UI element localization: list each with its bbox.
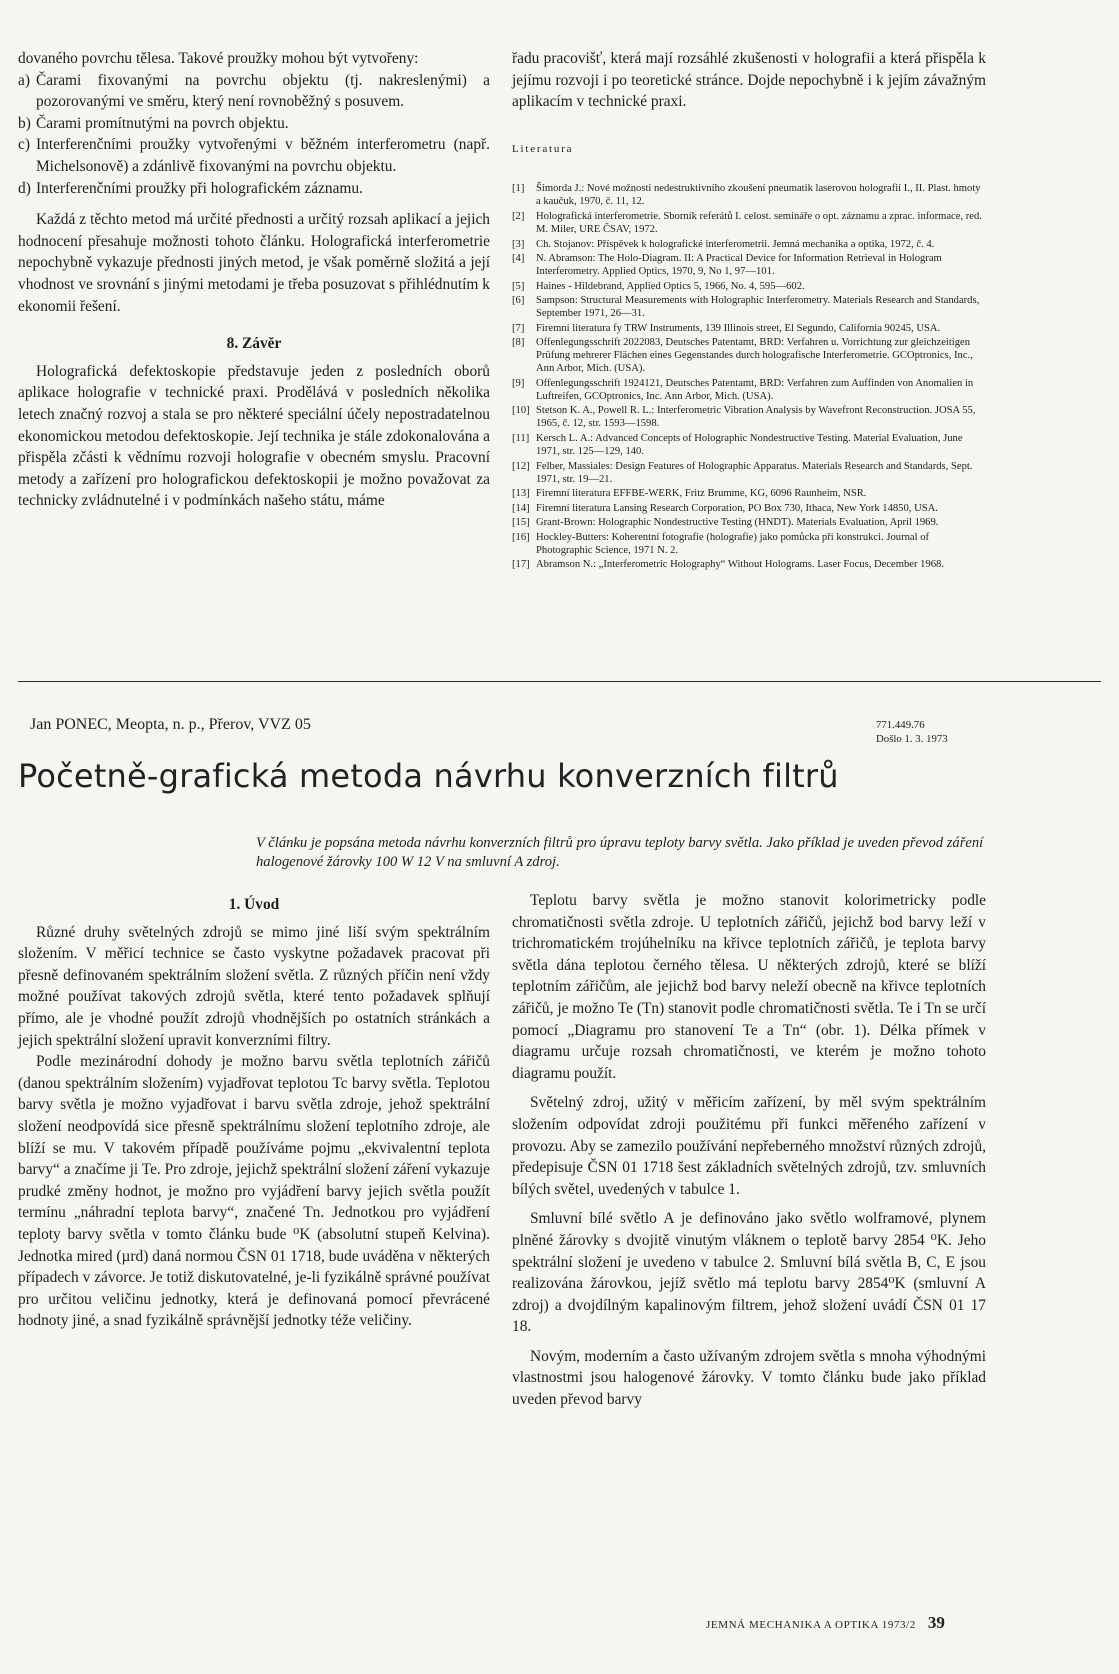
reference-item [512,558,986,571]
reference-number: [15] [512,517,530,529]
paragraph: řadu pracovišť, která mají rozsáhlé zkušenosti v holografii a která přispěla k jejímu rozvoji i po teoretické stránce. Dojde nepochybně i k jejím závažným aplikacím v technické praxi. [512,50,986,111]
reference-number: [3] [512,238,525,250]
top-left-column [18,48,490,512]
reference-number: [1] [512,183,525,195]
reference-number: [6] [512,295,525,307]
paragraph: Podle mezinárodní dohody je možno barvu světla teplotních zářičů (danou spektrálním složením) vyjadřovat teplotou Tc barvy světla. Teplotou barvy světla je možno vyjadřovat i barvu světla zdroje, jehož spektrální složení neodpovídá sice přesně spektrálnímu složení teplotního zdroje, ale blíží se mu. V takovém případě používáme pojmu „ekvivalentní teplota barvy“ a značíme ji Te. Pro zdroje, jejichž spektrální složení záření vykazuje prudké změny hodnot, je možno pro vyjádření barvy jejich světla použít termínu „náhradní teplota barvy“, značené Tn. Jednotkou pro vyjádření teploty barvy světla v tomto článku bude ⁰K (absolutní stupeň Kelvina). Jednotka mired (µrd) daná normou ČSN 01 1718, bude uváděna v některých případech v závorce. Je totiž diskutovatelné, je-li fyzikálně správné používat pro určitou veličinu jednotky, která je definovaná pomocí převrácené hodnoty jiné, a snad fyzikálně správnější jednotky téže veličiny. [18,1053,490,1330]
reference-item [512,336,986,375]
reference-item [512,238,986,251]
reference-text: Offenlegungsschrift 2022083, Deutsches Patentamt, BRD: Verfahren u. Vorrichtung zur gleichzeitigen Prüfung mehrerer Flächen eines Gegenstandes durch holografische Interferometrie. GCOptronics, Inc., Ann Arbor, Mich. (USA). [536,337,973,375]
page-number: 39 [927,1613,945,1632]
reference-item [512,252,986,278]
bottom-left-column [18,886,490,1332]
list-label: b) [18,114,31,132]
reference-text: Offenlegungsschrift 1924121, Deutsches Patentamt, BRD: Verfahren zum Auffinden von Anomalien in Luftreifen, GCOptronics, Inc. Ann Arbor, Mich. (USA). [536,377,974,402]
reference-text: Kersch L. A.: Advanced Concepts of Holographic Nondestructive Testing. Material Evaluation, June 1971, str. 125—129, 140. [536,432,963,458]
top-right-column [512,48,986,573]
received-date: Došlo 1. 3. 1973 [876,733,948,745]
reference-number: [10] [512,405,530,417]
reference-text: Grant-Brown: Holographic Nondestructive Testing (HNDT). Materials Evaluation, April 1969. [536,517,939,529]
udc-code: 771.449.76 [876,719,925,731]
article-title: Početně-grafická metoda návrhu konverzních filtrů [18,757,839,795]
reference-text: Firemní literatura fy TRW Instruments, 139 Illinois street, El Segundo, California 90245, USA. [536,322,941,334]
page-footer [706,1613,945,1633]
list-label: a) [18,71,30,89]
list-item [18,178,490,200]
reference-item [512,460,986,486]
reference-text: Felber, Massiales: Design Features of Holographic Apparatus. Materials Research and Standards, Sept. 1971, str. 19—21. [536,460,973,485]
reference-item [512,210,986,236]
reference-text: Abramson N.: „Interferometric Holography“ Without Holograms. Laser Focus, December 1968. [536,559,945,571]
section-divider [18,681,1101,682]
reference-item [512,294,986,320]
reference-item [512,531,986,557]
reference-number: [2] [512,210,525,222]
paragraph: Novým, moderním a často užívaným zdrojem světla s mnoha výhodnými vlastnostmi jsou halogenové žárovky. V tomto článku bude jako příklad uveden převod barvy [512,1347,986,1409]
paragraph: dovaného povrchu tělesa. Takové proužky mohou být vytvořeny: [18,50,419,67]
paragraph: Různé druhy světelných zdrojů se mimo jiné liší svým spektrálním složením. V měřicí technice se často vyskytne požadavek pracovat při přesně definovaném spektrálním složení světla. Z různých příčin není vždy možné používat takových zdrojů světla, které tento požadavek splňují přímo, ale je vhodné použít zdrojů vhodnějších po ostatních stránkách a jejich spektrální složení upravit konverzními filtry. [18,923,490,1049]
bottom-right-column [512,890,986,1411]
reference-item [512,280,986,293]
list-text: Interferenčními proužky vytvořenými v běžném interferometru (např. Michelsonově) a zdánlivě fixovanými na povrchu objektu. [36,136,490,175]
reference-item [512,377,986,403]
reference-text: Haines - Hildebrand, Applied Optics 5, 1966, No. 4, 595—602. [536,280,805,292]
reference-item [512,487,986,500]
reference-text: Stetson K. A., Powell R. L.: Interferometric Vibration Analysis by Wavefront Reconstruction. JOSA 55, 1965, č. 12, str. 1593—1598. [536,405,976,430]
list-label: c) [18,136,30,154]
reference-item [512,516,986,529]
reference-item [512,322,986,335]
paragraph: Každá z těchto metod má určité přednosti a určitý rozsah aplikací a jejich hodnocení přesahuje možnosti tohoto článku. Holografická interferometrie nepochybně vykazuje přednosti jiných metod, je však poměrně složitá a její vhodnost ve srovnání s jinými metodami je třeba posuzovat s přihlédnutím k ekonomii řešení. [18,211,490,315]
list-text: Interferenčními proužky při holografickém záznamu. [36,179,363,197]
list-item [18,70,490,113]
reference-text: Firemní literatura EFFBE-WERK, Fritz Brumme, KG, 6096 Raunheim, NSR. [536,488,867,500]
paragraph: Teplotu barvy světla je možno stanovit kolorimetricky podle chromatičnosti světla zdroje. U teplotních zářičů, jejichž bod barvy leží v trichromatickém trojúhelníku na křivce teplotních zářičů, je teplota barvy světla dána teplotou černého tělesa. U některých zdrojů, které se blíží teplotním zářičům, ale jejichž bod barvy neleží obecně na křivce teplotních zářičů, je možno Te (Tn) stanovit podle chromatičnosti světla. Te i Tn se určí pomocí „Diagramu pro stanovení Te a Tn“ (obr. 1). Délka přímek v diagramu určuje rozsah chromatičnosti, ve kterém je možno tohoto diagramu použít. [512,892,986,1082]
reference-number: [13] [512,488,530,500]
paragraph: Holografická defektoskopie představuje jeden z posledních oborů aplikace holografie v technické praxi. Prodělává v posledních několika letech značný rozvoj a stala se pro některé speciální účely nepostradatelnou ekonomickou metodou defektoskopie. Její technika je stále zdokonalována a přispěla zčásti k vědnímu rozvoji holografie v obecném smyslu. Pracovní metody a zařízení pro holografickou defektoskopii je možno považovat za technicky zvládnutelné i v podmínkách našeho státu, máme [18,362,490,510]
reference-number: [8] [512,337,525,349]
reference-number: [12] [512,460,530,472]
list-item [18,134,490,177]
author-line: Jan PONEC, Meopta, n. p., Přerov, VVZ 05 [30,716,311,733]
reference-text: N. Abramson: The Holo-Diagram. II: A Practical Device for Information Retrieval in Hologram Interferometry. Applied Optics, 1970, 9, No 1, 97—101. [536,253,942,278]
reference-number: [9] [512,377,525,389]
reference-number: [7] [512,322,525,334]
section-heading: 8. Závěr [226,335,282,353]
article-meta [876,718,948,746]
reference-item [512,182,986,208]
reference-text: Hockley-Butters: Koherentní fotografie (holografie) jako pomůcka při konstrukci. Journal of Photographic Science, 1971 N. 2. [536,531,930,556]
paragraph: Světelný zdroj, užitý v měřicím zařízení, by měl svým spektrálním složením odpovídat zdroji použitému při funkci měřeného zařízení v provozu. Aby se zamezilo používání nepřeberného množství různých zdrojů, předepisuje ČSN 01 1718 šest základních světelných zdrojů, tzv. smluvních bílých světel, uvedených v tabulce 1. [512,1094,986,1198]
reference-number: [16] [512,531,530,543]
journal-name: JEMNÁ MECHANIKA A OPTIKA 1973/2 [706,1619,916,1631]
reference-number: [5] [512,280,525,292]
reference-item [512,404,986,430]
reference-text: Ch. Stojanov: Příspěvek k holografické interferometrii. Jemná mechanika a optika, 1972, č. 4. [536,238,935,250]
section-heading: 1. Úvod [228,896,280,913]
reference-text: Firemní literatura Lansing Research Corporation, PO Box 730, Ithaca, New York 14850, USA. [536,502,938,514]
paragraph: Smluvní bílé světlo A je definováno jako světlo wolframové, plynem plněné žárovky s dvojitě vinutým vláknem o teplotě barvy 2854 ⁰K. Jeho spektrální složení je uvedeno v tabulce 2. Smluvní bílá světla B, C, E jsou realizována žárovkou, jejíž světlo má teplotu barvy 2854⁰K (smluvní A zdroj) a dvojdílným kapalinovým filtrem, jehož složení uvádí ČSN 01 17 18. [512,1210,986,1336]
reference-text: Šimorda J.: Nové možnosti nedestruktivního zkoušení pneumatik laserovou holografií I., II. Plast. hmoty a kaučuk, 1970, č. 11, 12. [536,183,981,208]
reference-number: [17] [512,559,530,571]
list-text: Čarami fixovanými na povrchu objektu (tj. nakreslenými) a pozorovanými ve směru, který není rovnoběžný s posuvem. [36,71,490,111]
reference-text: Holografická interferometrie. Sborník referátů I. celost. semináře o opt. záznamu a zprac. informace, red. M. Miler, URE ČSAV, 1972. [536,210,982,236]
reference-number: [4] [512,253,525,265]
list-text: Čarami promítnutými na povrch objektu. [36,114,289,132]
reference-number: [11] [512,432,530,444]
reference-item [512,502,986,515]
reference-item [512,432,986,458]
list-item [18,113,490,135]
reference-text: Sampson: Structural Measurements with Holographic Interferometry. Materials Research and Standards, September 1971, 26—31. [536,295,980,320]
references-heading: Literatura [512,142,574,155]
reference-number: [14] [512,502,530,514]
article-abstract: V článku je popsána metoda návrhu konverzních filtrů pro úpravu teploty barvy světla. Jako příklad je uveden převod záření halogenové žárovky 100 W 12 V na smluvní A zdroj. [256,835,984,870]
list-label: d) [18,179,31,197]
references-list [512,182,986,571]
